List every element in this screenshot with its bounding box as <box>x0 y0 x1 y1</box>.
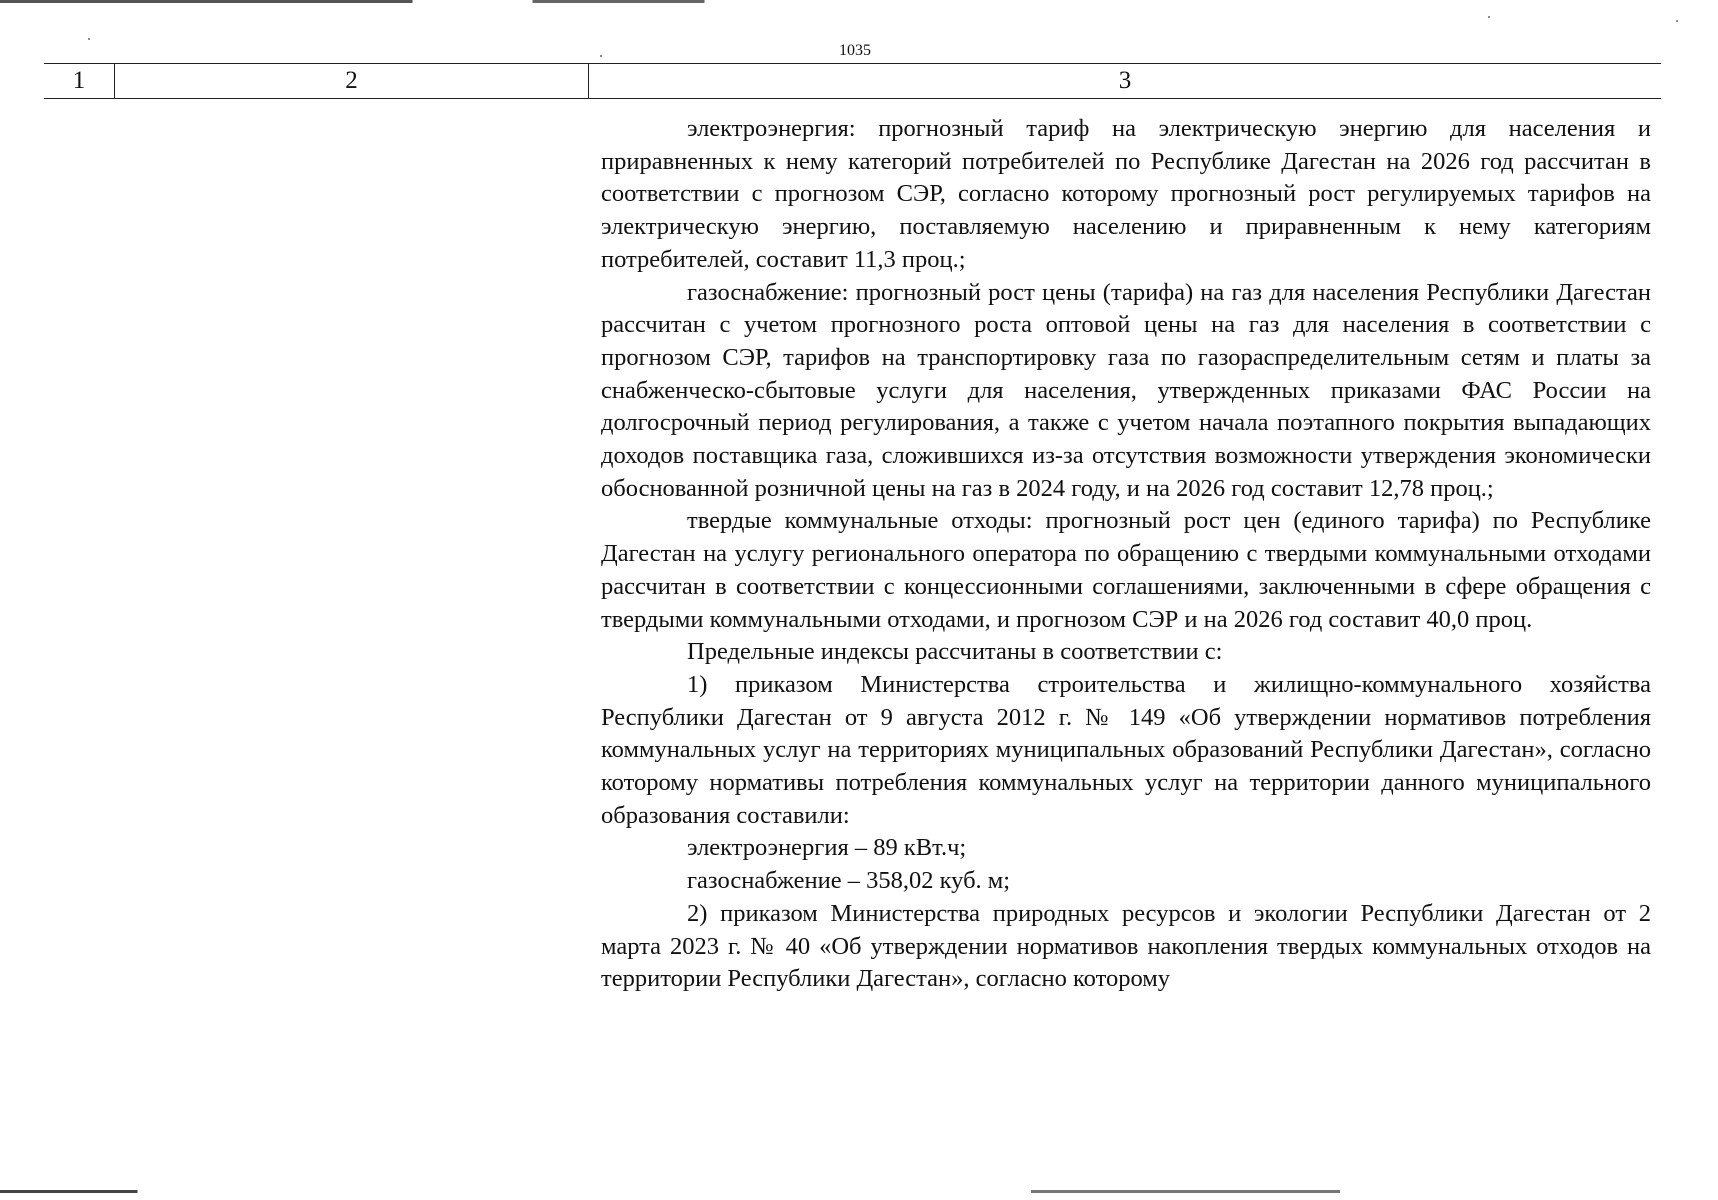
column-number-3: 3 <box>1118 67 1132 94</box>
scan-speck <box>1676 20 1678 22</box>
paragraph-norm-electricity: электроэнергия – 89 кВт.ч; <box>687 834 967 862</box>
scan-speck <box>1488 16 1490 18</box>
paragraph-norm-gas: газоснабжение – 358,02 куб. м; <box>687 867 1011 895</box>
scan-edge-top <box>0 0 1718 3</box>
paragraph-gas-supply: газоснабжение: прогнозный рост цены (тарифа) на газ для населения Республики Дагестан рассчитан с учетом прогнозного роста оптовой цены на газ для населения в соответствии с прогнозом СЭР, тарифов на транспортировку газа по газораспределительным сетям и платы за снабженческо-сбытовые услуги для населения, утвержденных приказами ФАС России на долгосрочный период регулирования, а также с учетом начала поэтапного покрытия выпадающих доходов поставщика газа, сложившихся из-за отсутствия возможности утверждения экономически обоснованной розничной цены на газ в 2024 году, и на 2026 год составит 12,78 проц.; <box>601 278 1651 502</box>
paragraph-indices-basis: Предельные индексы рассчитаны в соответствии с: <box>687 638 1223 666</box>
page-number: 1035 <box>839 42 871 59</box>
column-number-1: 1 <box>44 64 115 98</box>
scan-speck <box>600 55 602 57</box>
scan-speck <box>88 38 90 40</box>
column-number-2: 2 <box>115 64 589 98</box>
scan-edge-bottom <box>0 1190 1718 1193</box>
paragraph-order-149: 1) приказом Министерства строительства и жилищно-коммунального хозяйства Республики Дагестан от 9 августа 2012 г. № 149 «Об утверждении нормативов потребления коммунальных услуг на территориях муниципальных образований Республики Дагестан», согласно которому нормативы потребления коммунальных услуг на территории данного муниципального образования составили: <box>601 670 1651 829</box>
paragraph-electricity: электроэнергия: прогнозный тариф на электрическую энергию для населения и приравненных к нему категорий потребителей по Республике Дагестан на 2026 год рассчитан в соответствии с прогнозом СЭР, согласно которому прогнозный рост регулируемых тарифов на электрическую энергию, поставляемую населению и приравненным к нему категориям потребителей, составит 11,3 проц.; <box>601 115 1651 273</box>
paragraph-solid-waste: твердые коммунальные отходы: прогнозный рост цен (единого тарифа) по Республике Дагестан на услугу регионального оператора по обращению с твердыми коммунальными отходами рассчитан в соответствии с концессионными соглашениями, заключенными в сфере обращения с твердыми коммунальными отходами, и прогнозом СЭР и на 2026 год составит 40,0 проц. <box>601 507 1651 633</box>
paragraph-order-40: 2) приказом Министерства природных ресурсов и экологии Республики Дагестан от 2 марта 2023 г. № 40 «Об утверждении нормативов накопления твердых коммунальных отходов на территории Республики Дагестан», согласно которому <box>601 899 1651 993</box>
document-body-text <box>601 113 1651 996</box>
column-number-header <box>44 63 1661 99</box>
